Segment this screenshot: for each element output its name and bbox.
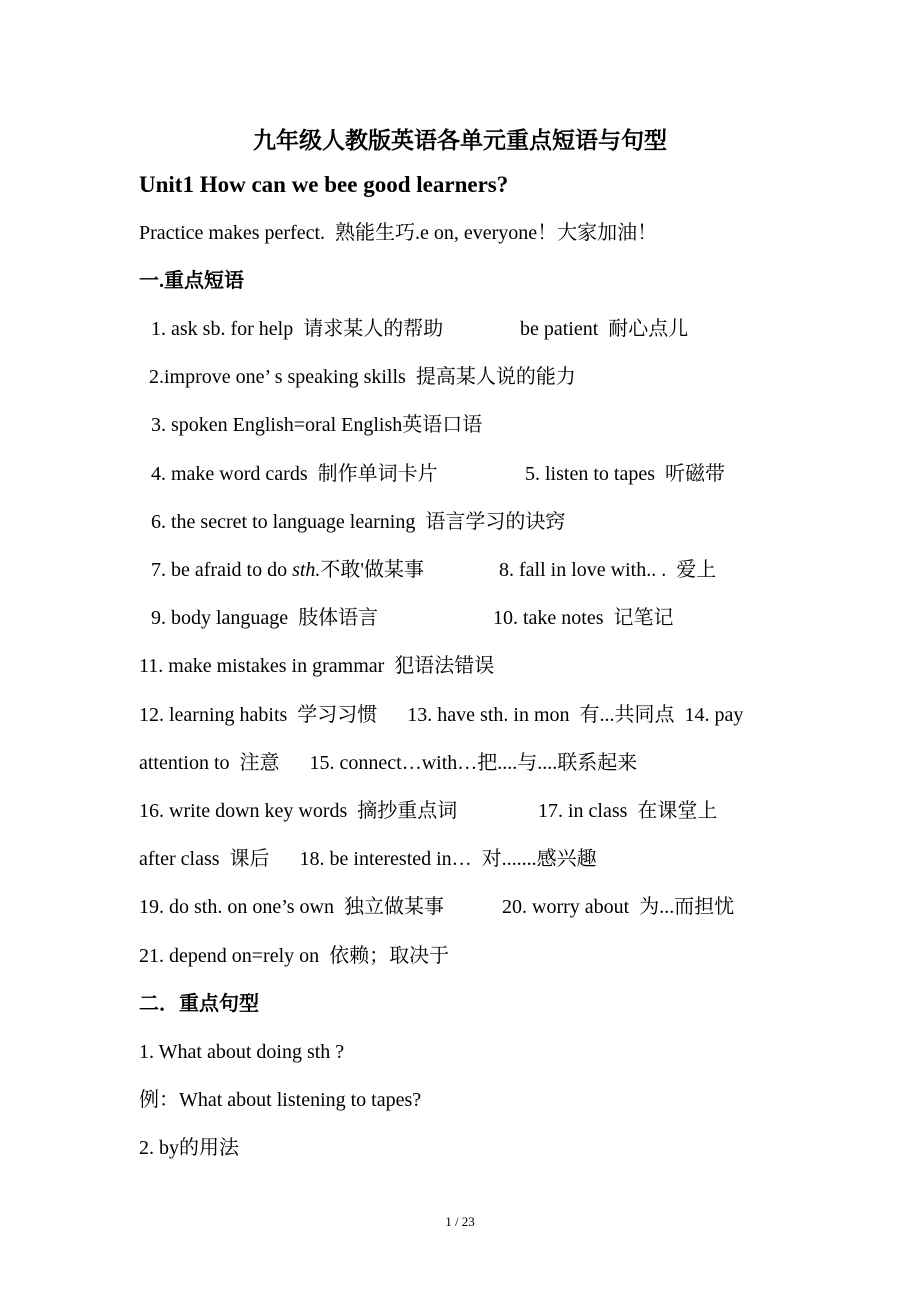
section2-heading: 二．重点句型	[139, 993, 259, 1015]
sentence-1: 1. What about doing sth ?	[139, 1041, 345, 1063]
unit-heading: Unit1 How can we bee good learners?	[139, 172, 509, 197]
phrase-20: 20. worry about 为...而担忧	[502, 896, 735, 918]
phrase-16: 16. write down key words 摘抄重点词	[139, 800, 458, 822]
phrase-2: 2.improve one’ s speaking skills 提高某人说的能力	[149, 366, 576, 388]
phrase-5: 5. listen to tapes 听磁带	[525, 463, 725, 485]
phrase-7	[151, 556, 424, 584]
phrase-7-text: 7. be afraid to do	[151, 559, 293, 581]
phrase-3: 3. spoken English=oral English英语口语	[151, 414, 483, 436]
page-number: 1 / 23	[445, 1214, 475, 1229]
phrase-19: 19. do sth. on one’s own 独立做某事	[139, 896, 444, 918]
phrase-10: 10. take notes 记笔记	[493, 607, 674, 629]
phrase-4: 4. make word cards 制作单词卡片	[151, 463, 438, 485]
phrase-17b: after class 课后 18. be interested in… 对.......感兴趣	[139, 848, 597, 870]
phrase-1b: be patient 耐心点儿	[520, 318, 689, 340]
phrase-8: 8. fall in love with.. . 爱上	[499, 559, 717, 581]
phrase-7-meaning: 不敢'做某事	[320, 559, 425, 581]
phrase-21: 21. depend on=rely on 依赖；取决于	[139, 945, 450, 967]
section1-heading: 一.重点短语	[139, 270, 244, 292]
phrase-17: 17. in class 在课堂上	[538, 800, 718, 822]
sentence-2: 2. by的用法	[139, 1137, 239, 1159]
phrase-14b: attention to 注意 15. connect…with…把....与....联系起来	[139, 752, 638, 774]
phrase-11: 11. make mistakes in grammar 犯语法错误	[139, 655, 495, 677]
phrase-12: 12. learning habits 学习习惯 13. have sth. in mon 有...共同点 14. pay	[139, 704, 744, 726]
phrase-1: 1. ask sb. for help 请求某人的帮助	[151, 318, 444, 340]
phrase-6: 6. the secret to language learning 语言学习的诀窍	[151, 511, 566, 533]
phrase-7-sth: sth.	[292, 559, 321, 581]
document-title: 九年级人教版英语各单元重点短语与句型	[253, 128, 667, 153]
motto: Practice makes perfect. 熟能生巧.e on, everyone！大家加油！	[139, 222, 658, 244]
sentence-1-example: 例：What about listening to tapes?	[139, 1089, 422, 1111]
phrase-9: 9. body language 肢体语言	[151, 607, 379, 629]
